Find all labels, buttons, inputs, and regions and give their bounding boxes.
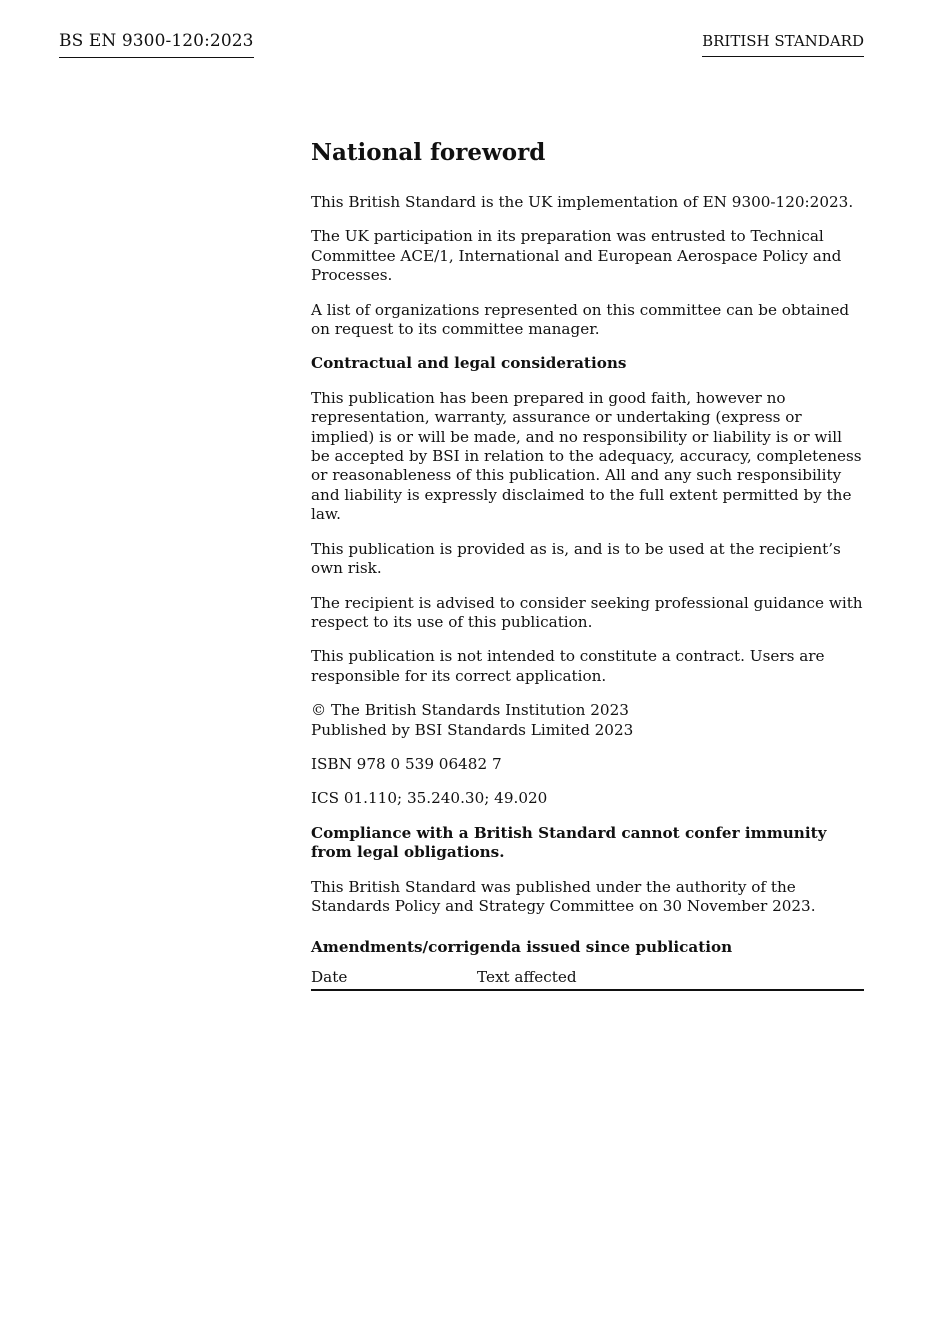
guidance-paragraph: The recipient is advised to consider seeking professional guidance with respect to its use of this publication. bbox=[311, 593, 863, 631]
national-foreword-section bbox=[311, 138, 864, 991]
publisher-line: Published by BSI Standards Limited 2023 bbox=[311, 720, 634, 739]
compliance-notice: Compliance with a British Standard cannot confer immunity from legal obligations. bbox=[311, 823, 827, 862]
amendments-table-header bbox=[311, 968, 864, 991]
page-title: National foreword bbox=[311, 139, 546, 166]
document-type: BRITISH STANDARD bbox=[702, 32, 864, 57]
ics-line: ICS 01.110; 35.240.30; 49.020 bbox=[311, 789, 548, 808]
copyright-block bbox=[311, 701, 864, 740]
implementation-paragraph: This British Standard is the UK implementation of EN 9300-120:2023. bbox=[311, 193, 854, 211]
participation-paragraph: The UK participation in its preparation was entrusted to Technical Committee ACE/1, International and European Aerospace Policy and Processes. bbox=[311, 227, 842, 285]
committee-list-paragraph: A list of organizations represented on this committee can be obtained on request to its committee manager. bbox=[311, 300, 850, 339]
legal-considerations-heading: Contractual and legal considerations bbox=[311, 354, 627, 373]
date-column-header: Date bbox=[311, 967, 348, 986]
text-affected-column-header: Text affected bbox=[477, 967, 577, 986]
contract-paragraph: This publication is not intended to constitute a contract. Users are responsible for its correct application. bbox=[311, 647, 825, 685]
copyright-line: © The British Standards Institution 2023 bbox=[311, 701, 629, 720]
good-faith-paragraph: This publication has been prepared in good faith, however no representation, warranty, assurance or undertaking (express or implied) is or will be made, and no responsibility or liability is or will be accepted by BSI in relation to the adequacy, accuracy, completeness or reasonableness of this publication. All and any such responsibility and liability is expressly disclaimed to the full extent permitted by the law. bbox=[311, 388, 862, 524]
isbn-line: ISBN 978 0 539 06482 7 bbox=[311, 754, 502, 773]
own-risk-paragraph: This publication is provided as is, and is to be used at the recipient’s own risk. bbox=[311, 539, 841, 578]
authority-paragraph: This British Standard was published under the authority of the Standards Policy and Strategy Committee on 30 November 2023. bbox=[311, 877, 816, 915]
document-id: BS EN 9300-120:2023 bbox=[59, 31, 254, 58]
amendments-heading: Amendments/corrigenda issued since publication bbox=[311, 938, 733, 957]
